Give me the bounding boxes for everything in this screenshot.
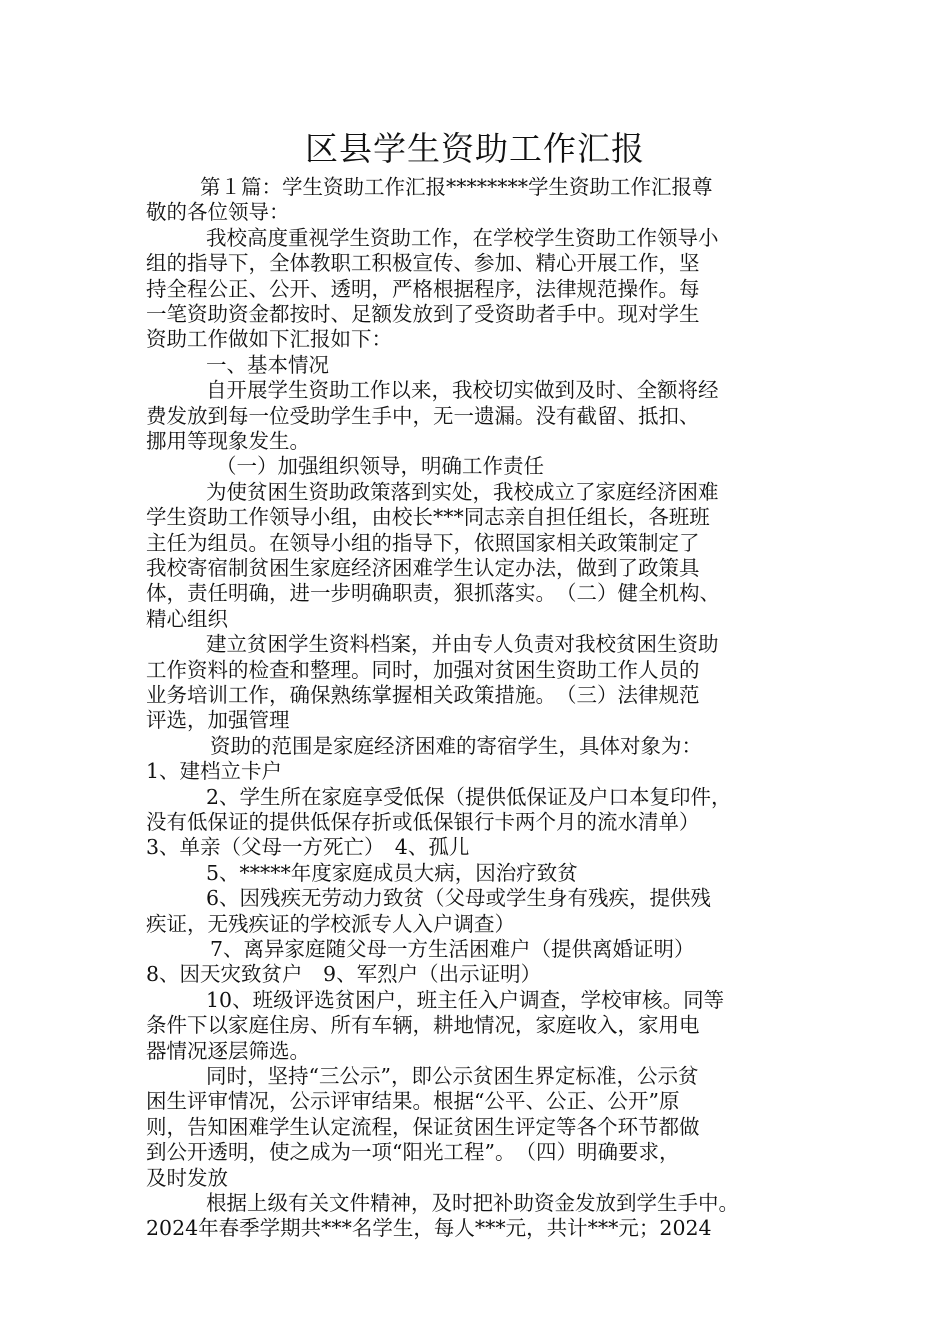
paragraph-line: 一笔资助资金都按时、足额发放到了受资助者手中。现对学生 — [146, 302, 700, 326]
paragraph-line: 到公开透明，使之成为一项“阳光工程”。 （四）明确要求， — [146, 1140, 680, 1165]
paragraph-line: 疾证，无残疾证的学校派专人入户调查） — [146, 911, 515, 936]
paragraph-line: 费发放到每一位受助学生手中，无一遗漏。没有截留、抵扣、 — [146, 403, 700, 428]
paragraph-line: 自开展学生资助工作以来，我校切实做到及时、全额将经 — [206, 378, 719, 403]
paragraph-line: 10、班级评选贫困户，班主任入户调查，学校审核。同等 — [206, 987, 725, 1012]
paragraph-line: 建立贫困学生资料档案，并由专人负责对我校贫困生资助 — [206, 632, 719, 657]
paragraph-line: 1、建档立卡户 — [146, 759, 283, 784]
paragraph-line: 7、离异家庭随父母一方生活困难户（提供离婚证明） — [210, 937, 695, 961]
paragraph-line: 8、因天灾致贫户 9、军烈户（出示证明） — [146, 962, 542, 987]
paragraph-line: 资助工作做如下汇报如下： — [146, 327, 392, 352]
paragraph-line: 工作资料的检查和整理。同时，加强对贫困生资助工作人员的 — [146, 657, 700, 682]
paragraph-line: 评选，加强管理 — [146, 708, 290, 733]
paragraph-line: 条件下以家庭住房、所有车辆，耕地情况，家庭收入，家用电 — [146, 1013, 700, 1038]
paragraph-line: （一）加强组织领导，明确工作责任 — [216, 454, 544, 479]
paragraph-line: 精心组织 — [146, 606, 228, 631]
paragraph-line: 业务培训工作，确保熟练掌握相关政策措施。 （三）法律规范 — [146, 683, 700, 707]
paragraph-line: 及时发放 — [146, 1165, 228, 1190]
paragraph-line: 组的指导下，全体教职工积极宣传、参加、精心开展工作，坚 — [146, 251, 700, 276]
paragraph-line: 根据上级有关文件精神，及时把补助资金发放到学生手中。 — [206, 1191, 739, 1215]
paragraph-line: 3、单亲（父母一方死亡） 4、孤儿 — [146, 835, 470, 860]
paragraph-line: 5、*****年度家庭成员大病，因治疗致贫 — [206, 860, 578, 885]
paragraph-line: 一、基本情况 — [206, 352, 329, 377]
paragraph-line: 困生评审情况，公示评审结果。根据“公平、公正、公开”原 — [146, 1089, 680, 1114]
paragraph-line: 我校高度重视学生资助工作，在学校学生资助工作领导小 — [206, 225, 719, 250]
paragraph-line: 敬的各位领导： — [146, 200, 290, 225]
paragraph-line: 为使贫困生资助政策落到实处，我校成立了家庭经济困难 — [206, 479, 719, 504]
paragraph-line: 挪用等现象发生。 — [146, 429, 310, 453]
document-title: 区县学生资助工作汇报 — [305, 129, 645, 168]
paragraph-line: 体，责任明确，进一步明确职责，狠抓落实。 （二）健全机构、 — [146, 581, 720, 606]
paragraph-line: 同时，坚持“三公示”，即公示贫困生界定标准，公示贫 — [206, 1064, 699, 1088]
paragraph-line: 6、因残疾无劳动力致贫（父母或学生身有残疾，提供残 — [206, 886, 712, 911]
paragraph-line: 主任为组员。在领导小组的指导下，依照国家相关政策制定了 — [146, 530, 700, 555]
paragraph-line: 持全程公正、公开、透明，严格根据程序，法律规范操作。每 — [146, 276, 700, 301]
paragraph-line: 学生资助工作领导小组，由校长***同志亲自担任组长，各班班 — [146, 505, 710, 530]
paragraph-line: 2、学生所在家庭享受低保（提供低保证及户口本复印件， — [206, 784, 732, 809]
paragraph-line: 第１篇：学生资助工作汇报********学生资助工作汇报尊 — [200, 175, 713, 199]
paragraph-line: 没有低保证的提供低保存折或低保银行卡两个月的流水清单） — [146, 810, 700, 834]
paragraph-line: 2024年春季学期共***名学生，每人***元，共计***元；2024 — [146, 1216, 712, 1241]
paragraph-line: 器情况逐层筛选。 — [146, 1038, 310, 1063]
paragraph-line: 则，告知困难学生认定流程，保证贫困生评定等各个环节都做 — [146, 1114, 700, 1139]
paragraph-line: 资助的范围是家庭经济困难的寄宿学生，具体对象为： — [210, 733, 702, 758]
paragraph-line: 我校寄宿制贫困生家庭经济困难学生认定办法，做到了政策具 — [146, 556, 700, 580]
